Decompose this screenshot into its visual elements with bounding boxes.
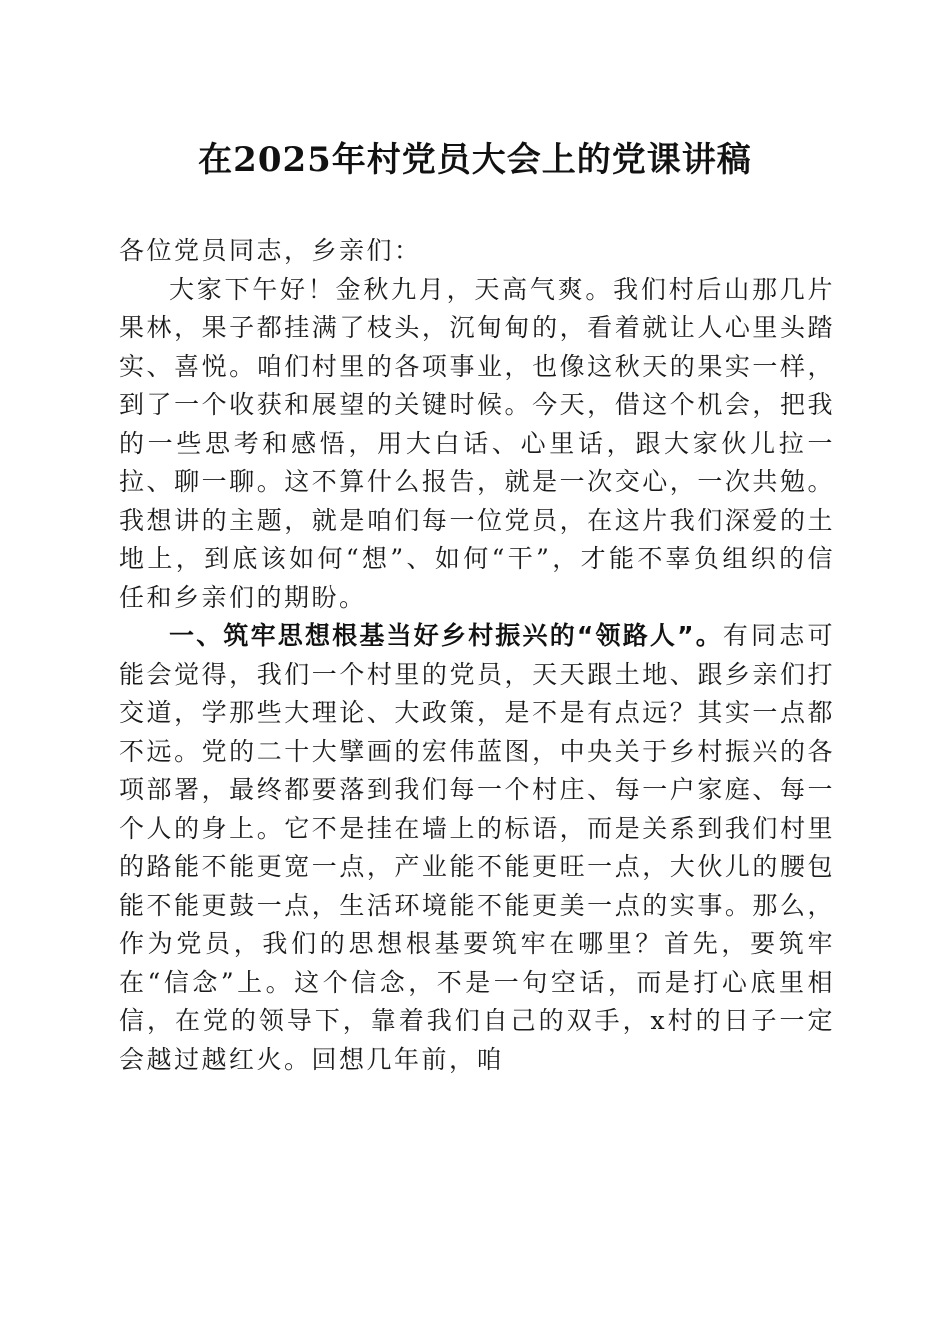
salutation: 各位党员同志，乡亲们：	[119, 236, 422, 265]
intro-paragraph: 大家下午好！金秋九月，天高气爽。我们村后山那几片果林，果子都挂满了枝头，沉甸甸的，看着就让人心里头踏实、喜悦。咱们村里的各项事业，也像这秋天的果实一样，到了一个收获和展望的关键时候。今天，借这个机会，把我的一些思考和感悟，用大白话、心里话，跟大家伙儿拉一拉、聊一聊。这不算什么报告，就是一次交心，一次共勉。我想讲的主题，就是咱们每一位党员，在这片我们深爱的土地上，到底该如何“想”、如何“干”，才能不辜负组织的信任和乡亲们的期盼。	[119, 274, 835, 612]
page-title: 在2025年村党员大会上的党课讲稿	[198, 140, 752, 180]
section-one-heading: 一、筑牢思想根基当好乡村振兴的“领路人”。	[169, 621, 723, 650]
document-body	[119, 232, 835, 1079]
section-one-text: 有同志可能会觉得，我们一个村里的党员，天天跟土地、跟乡亲们打交道，学那些大理论、大政策，是不是有点远？其实一点都不远。党的二十大擘画的宏伟蓝图，中央关于乡村振兴的各项部署，最终都要落到我们每一个村庄、每一户家庭、每一个人的身上。它不是挂在墙上的标语，而是关系到我们村里的路能不能更宽一点，产业能不能更旺一点，大伙儿的腰包能不能更鼓一点，生活环境能不能更美一点的实事。那么，作为党员，我们的思想根基要筑牢在哪里？首先，要筑牢在“信念”上。这个信念，不是一句空话，而是打心底里相信，在党的领导下，靠着我们自己的双手，x村的日子一定会越过越红火。回想几年前，咱	[119, 621, 835, 1074]
section-one-paragraph	[119, 617, 835, 1079]
